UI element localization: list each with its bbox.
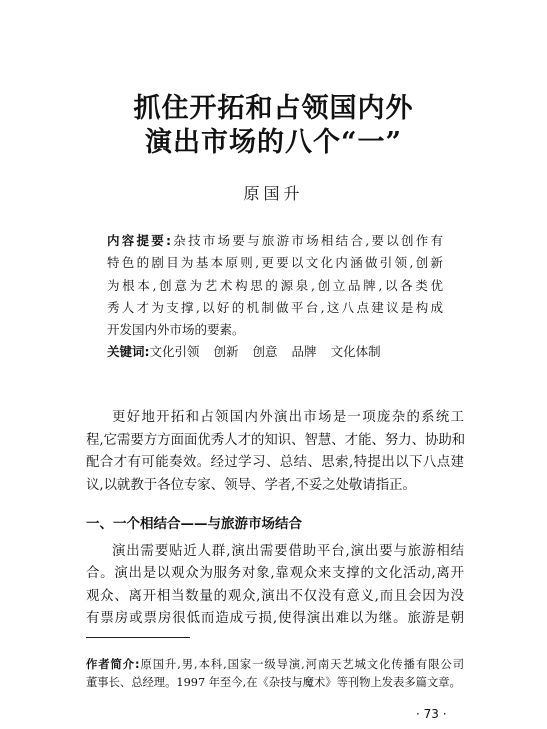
body-line: 议,以就教于各位专家、领导、学者,不妥之处敬请指正。 [86,478,416,493]
keyword: 品牌 [291,344,317,359]
author-name: 原国升 [243,184,304,203]
abstract-line: 内容提要:杂技市场要与旅游市场相结合,要以创作有 [107,233,443,248]
keyword: 文化引领 [149,344,200,359]
abstract-line: 特色的剧目为基本原则,更要以文化内涵做引领,创新 [107,255,443,270]
body-line: 更好地开拓和占领国内外演出市场是一项庞杂的系统工 [112,410,464,425]
body-line: 程,它需要方方面面优秀人才的知识、智慧、才能、努力、协助和 [86,433,466,448]
keyword: 创新 [213,344,239,359]
body-line: 合。演出是以观众为服务对象,靠观众来支撑的文化活动,离开 [86,566,464,581]
footnote-divider [86,637,190,638]
keyword: 文化体制 [330,344,381,359]
abstract-line: 开发国内外市场的要素。 [107,322,245,337]
page-number: · 73 · [416,707,447,721]
footnote-label: 作者简介: [86,658,140,671]
section-heading-1: 一、一个相结合——与旅游市场结合 [86,516,302,532]
body-line: 演出需要贴近人群,演出需要借助平台,演出要与旅游相结 [112,544,464,559]
body-line: 有票房或票房很低而造成亏损,使得演出难以为继。旅游是朝 [86,611,464,626]
article-title-line-1: 抓住开拓和占领国内外 [133,93,414,124]
article-title-line-2: 演出市场的八个“一” [144,127,403,158]
footnote-line: 董事长、总经理。1997 年至今,在《杂技与魔术》等刊物上发表多篇文章。 [86,676,461,689]
keywords-line [107,342,395,360]
body-line: 观众、离开相当数量的观众,演出不仅没有意义,而且会因为没 [86,589,464,604]
keywords-label: 关键词: [107,344,150,359]
keyword: 创意 [252,344,278,359]
abstract-line: 为根本,创意为艺术构思的源泉,创立品牌,以各类优 [107,278,443,293]
abstract-label: 内容提要: [107,233,172,248]
footnote-line: 作者简介:原国升,男,本科,国家一级导演,河南天艺城文化传播有限公司 [86,658,464,671]
body-line: 配合才有可能奏效。经过学习、总结、思索,特提出以下八点建 [86,455,464,470]
abstract-line: 秀人才为支撑,以好的机制做平台,这八点建议是构成 [107,300,443,315]
